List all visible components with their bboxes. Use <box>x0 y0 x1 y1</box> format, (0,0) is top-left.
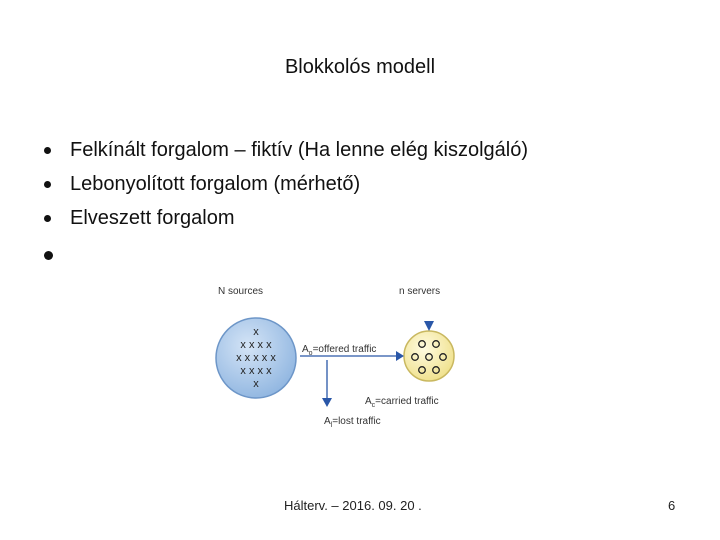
offered-traffic-label: $A_o=offered$ traffic <box>302 344 377 357</box>
carried-traffic-label: $A_c=carried$ traffic <box>365 396 439 409</box>
sources-label: N sources <box>218 286 264 297</box>
bullet-item <box>42 201 528 235</box>
bullet-text: Lebonyolított forgalom (mérhető) <box>70 173 361 195</box>
source-x-row: x <box>253 378 259 390</box>
source-x-row: x <box>253 326 259 338</box>
slide-title: Blokkolós modell <box>284 56 436 78</box>
footer-text: Hálterv. – 2016. 09. 20 . <box>284 498 422 513</box>
source-x-row: x x x x <box>240 339 272 351</box>
bullet-item <box>42 167 528 201</box>
bullet-list <box>42 133 528 235</box>
source-x-row: x x x x <box>240 365 272 377</box>
bullet-dot <box>44 215 51 222</box>
bullet-dot <box>44 147 51 154</box>
bullet-text: Felkínált forgalom – fiktív (Ha lenne elég kiszolgáló) <box>70 139 528 161</box>
servers-entry-arrow <box>424 321 434 331</box>
lost-traffic-arrowhead <box>322 398 332 407</box>
bullet-item <box>42 133 528 167</box>
source-x-row: x x x x x <box>236 352 276 364</box>
bullet-text: Elveszett forgalom <box>70 207 235 229</box>
empty-bullet-dot <box>44 251 53 260</box>
bullet-dot <box>44 181 51 188</box>
page-number: 6 <box>668 498 676 513</box>
lost-traffic-label: $A_l=lost$ traffic <box>324 416 381 429</box>
offered-traffic-arrowhead <box>396 351 404 361</box>
traffic-diagram <box>210 280 470 430</box>
servers-label: n servers <box>399 286 441 297</box>
